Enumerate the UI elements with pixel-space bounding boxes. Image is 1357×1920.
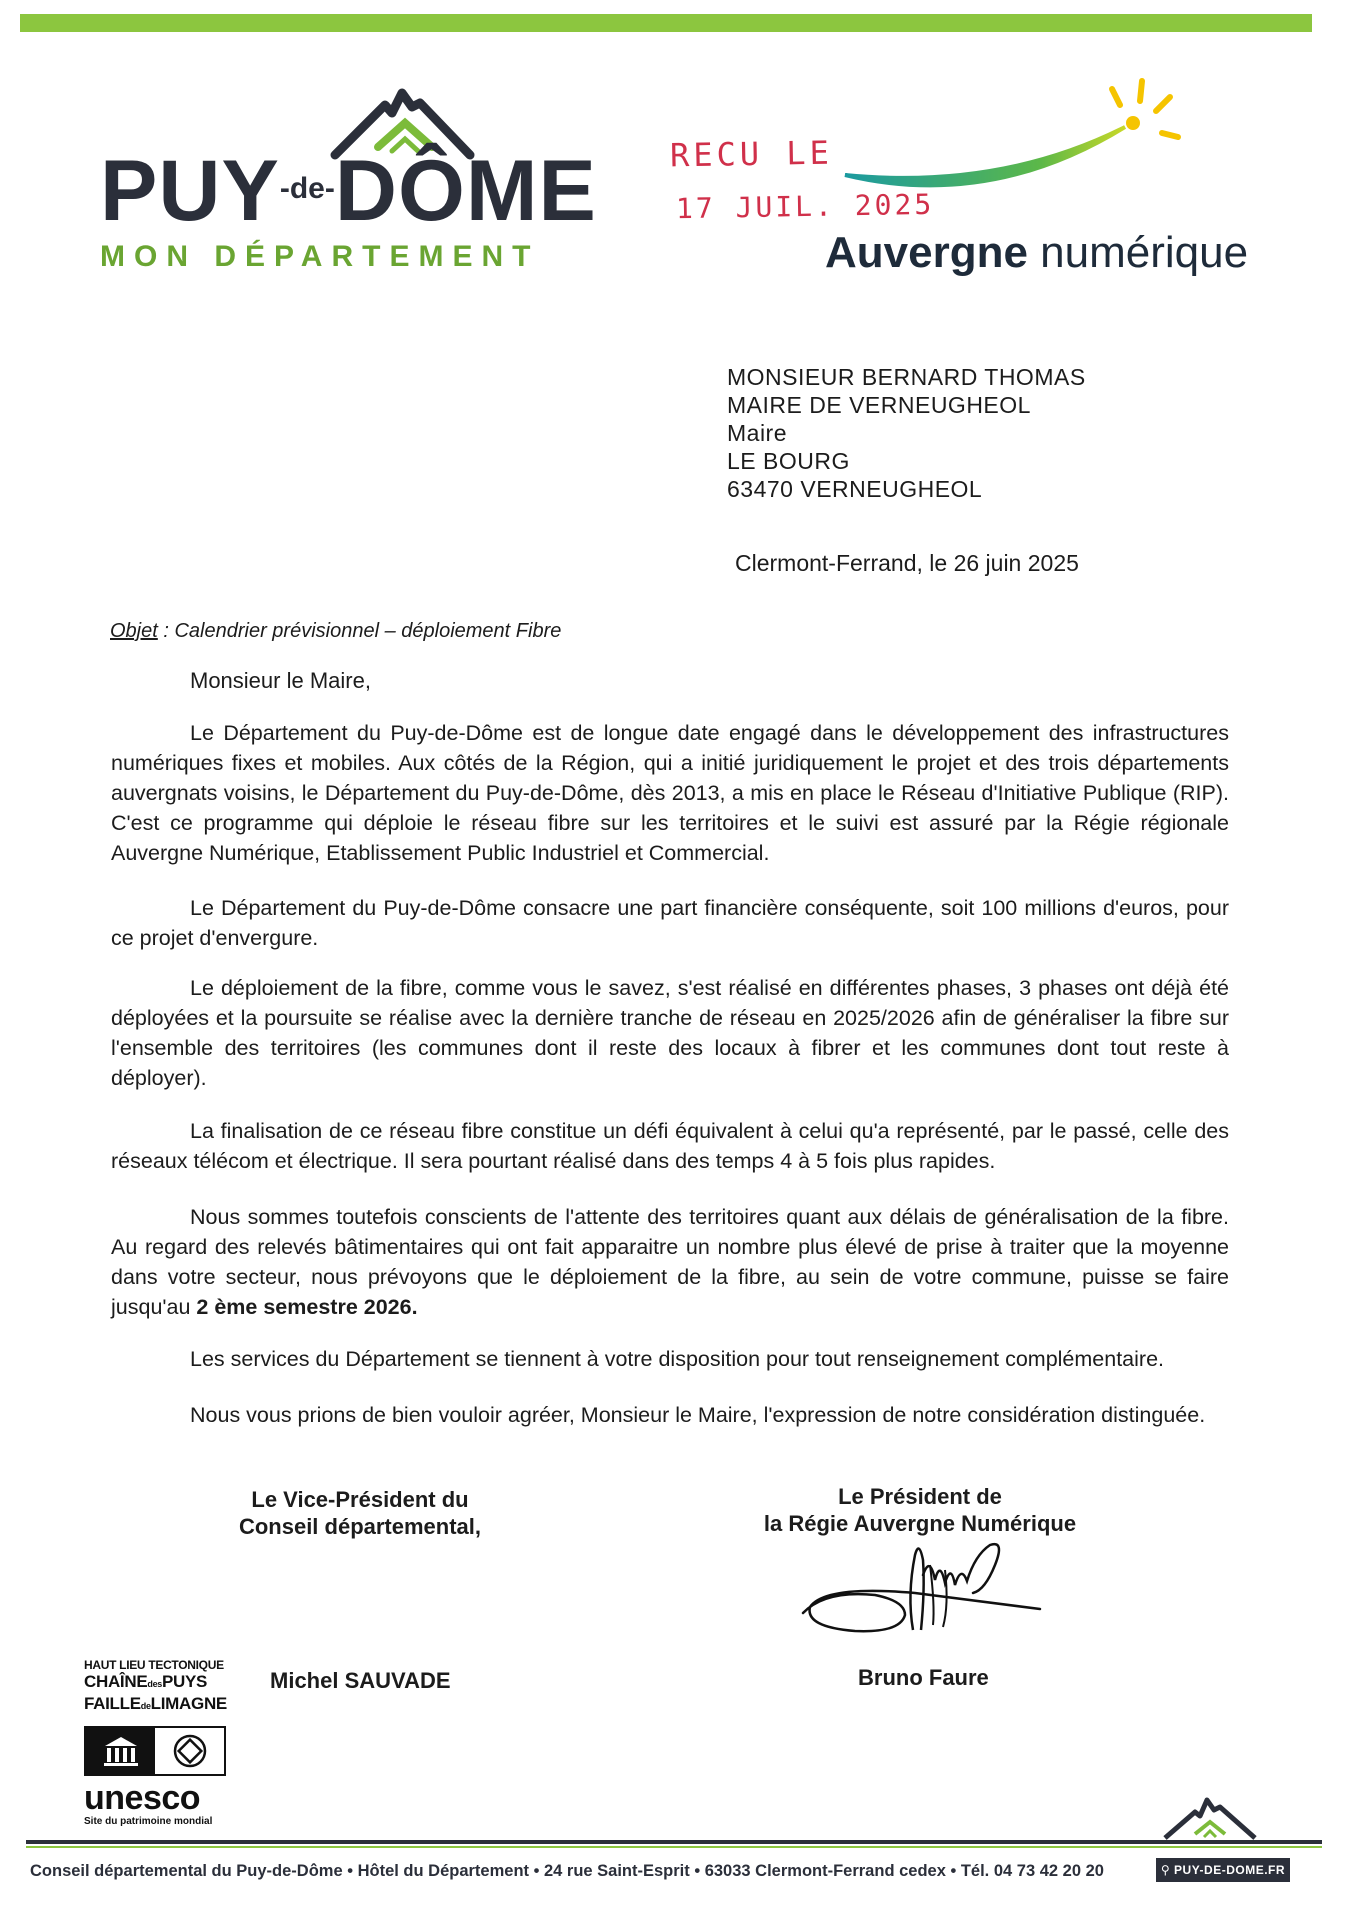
body-paragraph-5: Nous sommes toutefois conscients de l'attente des territoires quant aux délais de généralisation de la fibre. Au regard des relevés bâtimentaires qui ont fait apparaitre un nombre plus élevé de prise à traiter que la moyenne dans votre secteur, nous prévoyons que le déploiement de la fibre, au sein de votre commune, puisse se faire jusqu'au 2 ème semestre 2026.: [111, 1205, 1229, 1319]
footer-volcano-icon: [1160, 1790, 1320, 1842]
address-line: Maire: [727, 420, 788, 446]
unesco-heritage-badge: HAUT LIEU TECTONIQUE CHAÎNEdesPUYS FAILLEdeLIMAGNE unesco Site du patrimoine mondial: [84, 1658, 227, 1827]
place-and-date: Clermont-Ferrand, le 26 juin 2025: [735, 550, 1079, 576]
salutation: Monsieur le Maire,: [190, 668, 371, 693]
vice-president-name: Michel SAUVADE: [270, 1668, 451, 1693]
received-stamp-date: 17 JUIL. 2025: [675, 187, 935, 226]
unesco-temple-icon: [86, 1728, 155, 1774]
address-line: MONSIEUR BERNARD THOMAS: [727, 364, 1086, 390]
world-heritage-emblem-icon: [155, 1728, 224, 1774]
received-stamp-label: RECU LE: [669, 133, 834, 175]
auvergne-numerique-wordmark: Auvergne numérique: [825, 228, 1249, 277]
search-icon: ⚲: [1160, 1863, 1175, 1877]
body-paragraph-1: Le Département du Puy-de-Dôme est de longue date engagé dans le développement des infrastructures numériques fixes et mobiles. Aux côtés de la Région, qui a initié juridiquement le projet et des trois départements auvergnats voisins, le Département du Puy-de-Dôme, dès 2013, a mis en place le Réseau d'Initiative Publique (RIP). C'est ce programme qui déploie le réseau fibre sur les territoires et le suivi est assuré par la Régie régionale Auvergne Numérique, Etablissement Public Industriel et Commercial.: [111, 721, 1229, 865]
body-paragraph-4: La finalisation de ce réseau fibre constitue un défi équivalent à celui qu'a représenté, par le passé, celle des réseaux télécom et électrique. Il sera pourtant réalisé dans des temps 4 à 5 fois plus rapides.: [111, 1119, 1229, 1173]
body-paragraph-6: Les services du Département se tiennent à votre disposition pour tout renseignement complémentaire.: [190, 1347, 1165, 1371]
puy-de-dome-wordmark: $PUY^{-de-}DÔME$: [100, 143, 597, 239]
footer-rule-green: [26, 1846, 1322, 1848]
vice-president-title: Le Vice-Président du Conseil départemental,: [238, 1487, 482, 1539]
footer-address: Conseil départemental du Puy-de-Dôme • Hôtel du Département • 24 rue Saint-Esprit • 63033 Clermont-Ferrand cedex • Tél. 04 73 42 20 20: [30, 1862, 1104, 1880]
president-title: Le Président de la Régie Auvergne Numérique: [763, 1484, 1077, 1536]
letter-object: [110, 620, 561, 643]
deadline-highlight: 2 ème semestre 2026.: [196, 1295, 418, 1319]
body-paragraph-3: Le déploiement de la fibre, comme vous le savez, s'est réalisé en différentes phases, 3 phases ont déjà été déployées et la poursuite se réalise avec la dernière tranche de réseau en 2025/2026 afin de généraliser la fibre sur l'ensemble des territoires (les communes dont il reste des locaux à fibrer et les communes dont tout reste à déployer).: [111, 976, 1229, 1090]
handwritten-signature: [795, 1535, 1045, 1645]
body-paragraph-2: Le Département du Puy-de-Dôme consacre une part financière conséquente, soit 100 millions d'euros, pour ce projet d'envergure.: [111, 896, 1229, 950]
address-line: LE BOURG: [727, 448, 850, 474]
address-line: 63470 VERNEUGHEOL: [727, 476, 983, 502]
auvergne-numerique-swoosh-icon: [840, 75, 1200, 215]
top-green-bar: [20, 14, 1312, 32]
footer-rule: [26, 1840, 1322, 1844]
president-name: Bruno Faure: [858, 1665, 989, 1690]
address-line: MAIRE DE VERNEUGHEOL: [727, 392, 1031, 418]
object-label: Objet: [110, 620, 158, 642]
footer-website-link[interactable]: ⚲ PUY-DE-DOME.FR: [1156, 1858, 1290, 1882]
closing-formula: Nous vous prions de bien vouloir agréer, Monsieur le Maire, l'expression de notre considération distinguée.: [190, 1403, 1206, 1427]
mon-departement-subtitle: MON DÉPARTEMENT: [100, 240, 540, 273]
object-text: : Calendrier prévisionnel – déploiement Fibre: [157, 620, 562, 642]
recipient-address: [727, 363, 1086, 503]
